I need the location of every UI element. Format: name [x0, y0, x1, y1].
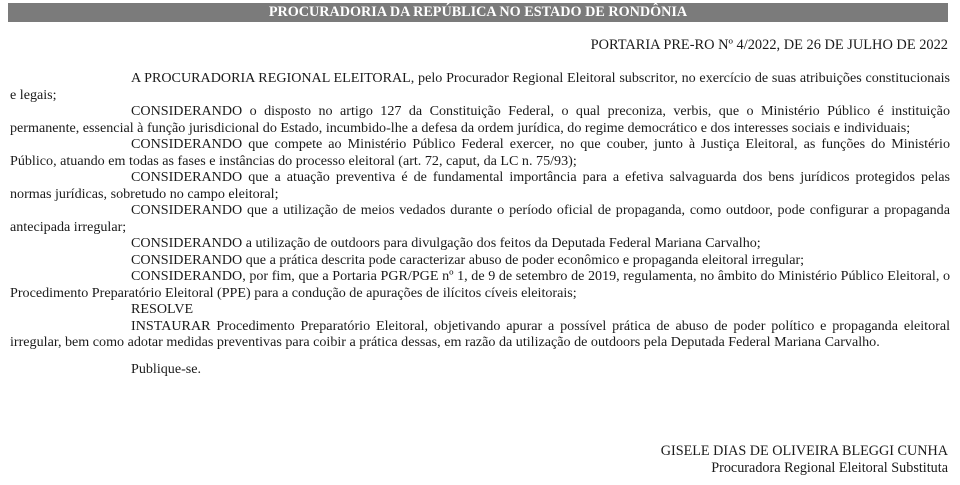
signature-name: GISELE DIAS DE OLIVEIRA BLEGGI CUNHA: [660, 443, 948, 459]
header-bar: [8, 3, 948, 22]
paragraph-resolve: RESOLVE: [131, 301, 194, 317]
portaria-title: PORTARIA PRE-RO Nº 4/2022, DE 26 DE JULHO DE 2022: [590, 37, 948, 53]
paragraph-considerando-3: CONSIDERANDO que a atuação preventiva é de fundamental importância para a efetiva salvaguarda dos bens jurídicos protegidos pelas normas jurídicas, sobretudo no campo eleitoral;: [10, 169, 950, 202]
paragraph-preamble: A PROCURADORIA REGIONAL ELEITORAL, pelo Procurador Regional Eleitoral subscritor, no exercício de suas atribuições constitucionais e legais;: [10, 70, 950, 103]
paragraph-considerando-1: CONSIDERANDO o disposto no artigo 127 da Constituição Federal, o qual preconiza, verbis, que o Ministério Público é instituição permanente, essencial à função jurisdicional do Estado, incumbido-lhe a defesa da ordem jurídica, do regime democrático e dos interesses sociais e individuais;: [10, 103, 950, 136]
paragraph-considerando-2: CONSIDERANDO que compete ao Ministério Público Federal exercer, no que couber, junto à Justiça Eleitoral, as funções do Ministério Público, atuando em todas as fases e instâncias do processo eleitoral (art. 72, caput, da LC n. 75/93);: [10, 136, 950, 169]
paragraph-considerando-4: CONSIDERANDO que a utilização de meios vedados durante o período oficial de propaganda, como outdoor, pode configurar a propaganda antecipada irregular;: [10, 202, 950, 235]
paragraph-publique: Publique-se.: [131, 360, 202, 377]
paragraph-considerando-7: CONSIDERANDO, por fim, que a Portaria PGR/PGE nº 1, de 9 de setembro de 2019, regulamenta, no âmbito do Ministério Público Eleitoral, o Procedimento Preparatório Eleitoral (PPE) para a condução de apurações de ilícitos cíveis eleitorais;: [10, 268, 950, 301]
signature-block: [661, 443, 948, 476]
header-title: PROCURADORIA DA REPÚBLICA NO ESTADO DE RONDÔNIA: [268, 4, 688, 20]
document-body: [10, 70, 950, 377]
paragraph-considerando-5: CONSIDERANDO a utilização de outdoors para divulgação dos feitos da Deputada Federal Mariana Carvalho;: [131, 235, 761, 251]
signature-role: Procuradora Regional Eleitoral Substituta: [711, 459, 948, 476]
paragraph-considerando-6: CONSIDERANDO que a prática descrita pode caracterizar abuso de poder econômico e propaganda eleitoral irregular;: [131, 251, 805, 268]
paragraph-instaurar: INSTAURAR Procedimento Preparatório Eleitoral, objetivando apurar a possível prática de abuso de poder político e propaganda eleitoral irregular, bem como adotar medidas preventivas para coibir a prática dessas, em razão da utilização de outdoors pela Deputada Federal Mariana Carvalho.: [10, 317, 950, 350]
